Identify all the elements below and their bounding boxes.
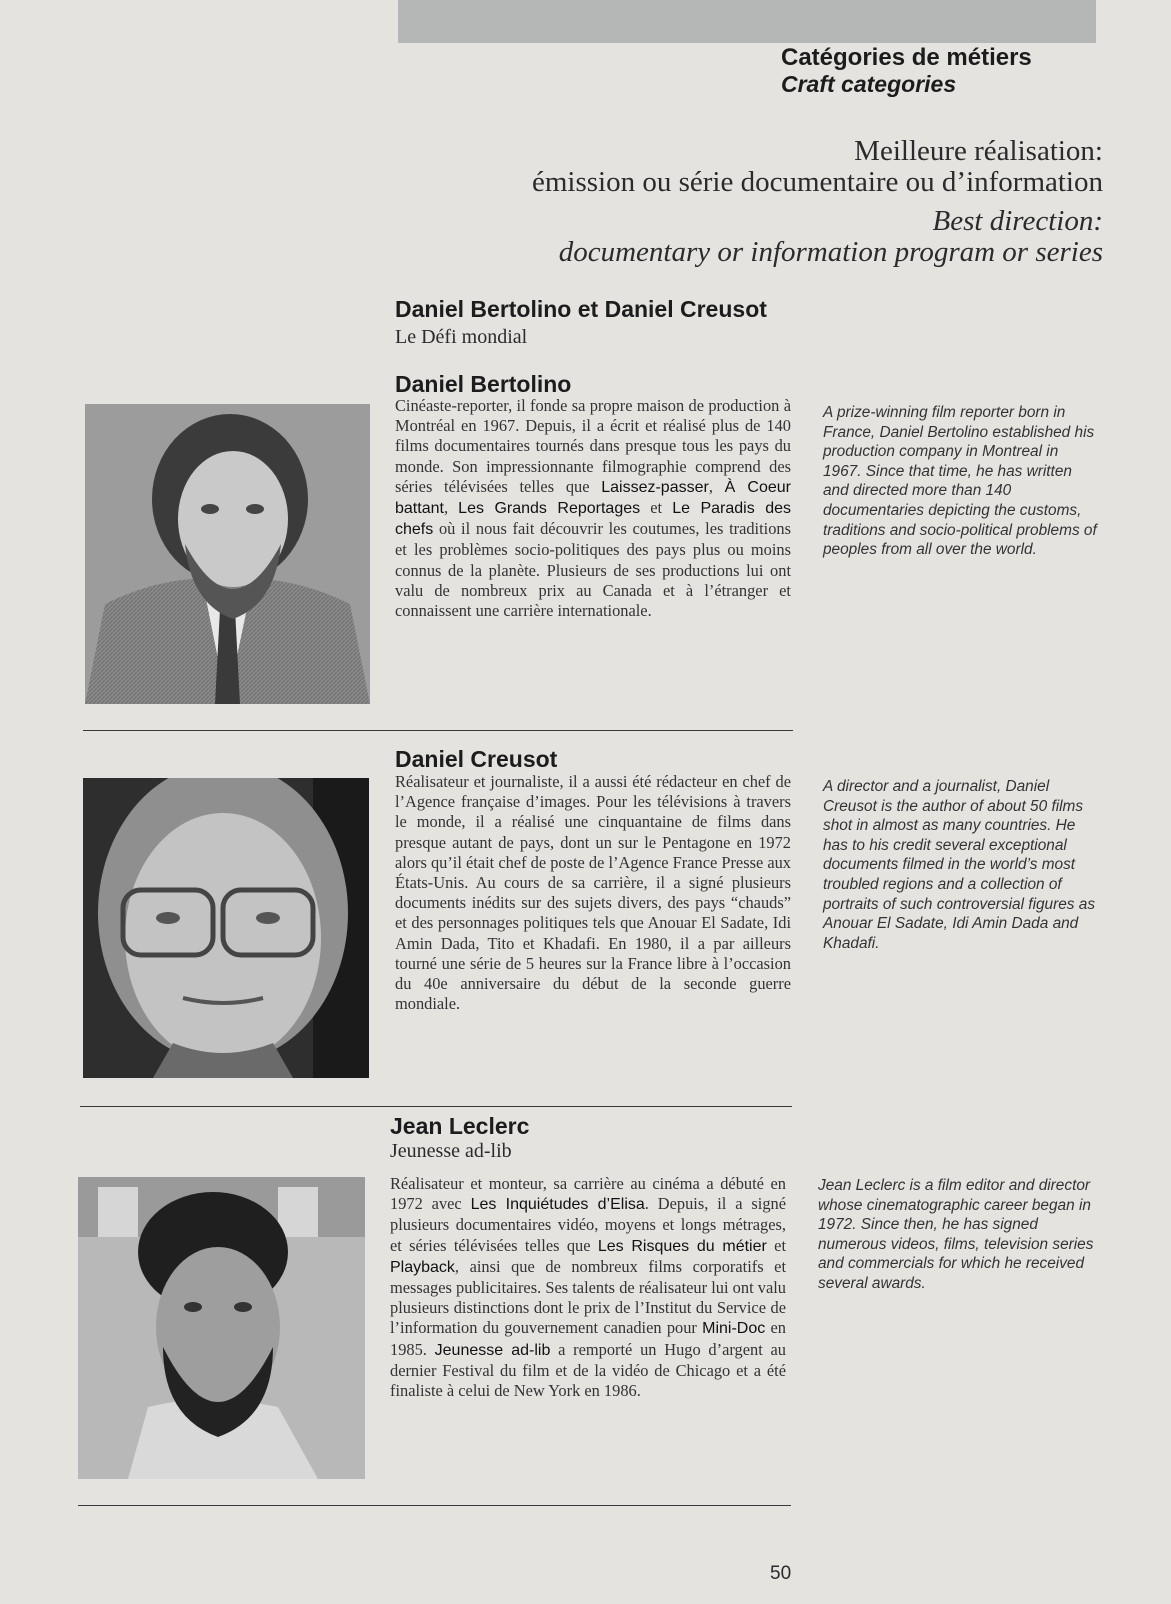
- show-title: Laissez-passer: [601, 478, 709, 496]
- bio-text: Cinéaste-reporter, il fonde sa propre maison de production à Montréal en 1967. Depuis, il a écrit et réalisé plus de 140 films documentaires tournés dans presque tous les pays du monde. Son impressionnante filmographie comprend des séries télévisées telles que: [395, 396, 791, 496]
- category-title-fr: Catégories de métiers: [781, 44, 1032, 71]
- award-title-en-line2: documentary or information program or series: [558, 236, 1103, 268]
- bio-text: en 1985.: [390, 1318, 786, 1359]
- program-title-leclerc: Jeunesse ad-lib: [390, 1140, 512, 1162]
- bio-text: et: [640, 498, 673, 518]
- person-name-creusot: Daniel Creusot: [395, 746, 558, 772]
- work-title: Jeunesse ad-lib: [434, 1341, 551, 1359]
- bio-text: et: [766, 1235, 787, 1255]
- portrait-daniel-bertolino: [85, 404, 370, 704]
- bio-en-leclerc: Jean Leclerc is a film editor and director whose cinematographic career began in 1972. Since then, he has signed numerous videos, films, television series and commercials for which he received several awards.: [818, 1177, 1094, 1292]
- header-bar: [398, 0, 1096, 43]
- bio-en-creusot: A director and a journalist, Daniel Creusot is the author of about 50 films shot in almost as many countries. He has to his credit several exceptional documents filmed in the world’s most troubled regions and a collection of portraits of such controversial figures as Anouar El Sadate, Idi Amin Dada and Khadafi.: [823, 778, 1096, 952]
- bio-text: ,: [708, 476, 725, 496]
- person-name-leclerc: Jean Leclerc: [390, 1113, 530, 1139]
- bio-text: où il nous fait découvrir les coutumes, les traditions et les problèmes socio-politiques des pays plus ou moins connus de la planète. Plusieurs de ses productions lui ont valu de nombreux prix au Canada et à l’étranger et connaissent une carrière internationale.: [395, 519, 791, 621]
- bio-text: Réalisateur et monteur, sa carrière au cinéma a débuté en 1972 avec: [390, 1174, 786, 1214]
- category-title-en: Craft categories: [781, 71, 957, 97]
- work-title: Mini-Doc: [702, 1320, 766, 1338]
- award-title-fr-line1: Meilleure réalisation:: [854, 135, 1103, 167]
- bio-text: , ainsi que de nombreux films corporatifs et messages publicitaires. Ses talents de réalisateur lui ont valu plusieurs distinctions dont le prix de l’Institut du Service de l’information du gouvernement canadien pour: [390, 1256, 786, 1338]
- show-title: Le Paradis des chefs: [395, 500, 791, 539]
- award-title-fr: [532, 136, 1103, 198]
- divider: [83, 730, 793, 731]
- award-title-en: [559, 206, 1103, 268]
- divider: [80, 1106, 792, 1107]
- nominee-names: Daniel Bertolino et Daniel Creusot: [395, 296, 767, 322]
- bio-en-bertolino: A prize-winning film reporter born in France, Daniel Bertolino established his production company in Montreal in 1967. Since that time, he has written and directed more than 140 documentaries depicting the customs, traditions and socio-political problems of peoples from all over the world.: [823, 404, 1097, 559]
- portrait-daniel-creusot: [83, 778, 369, 1078]
- work-title: Les Risques du métier: [597, 1237, 767, 1255]
- bio-text: a remporté un Hugo d’argent au dernier Festival du film et de la vidéo de Chicago et a été finaliste à celui de New York en 1986.: [390, 1339, 786, 1401]
- person-name-bertolino: Daniel Bertolino: [395, 371, 572, 397]
- bio-fr-creusot: Réalisateur et journaliste, il a aussi été rédacteur en chef de l’Agence française d’images. Pour les télévisions à travers le monde, il a réalisé une cinquantaine de films dans presque autant de pays, dont un sur le Pentagone en 1972 alors qu’il était chef de poste de l’Agence France Presse aux États-Unis. Au cours de sa carrière, il a signé plusieurs documents inédits sur des sujets divers, des pays “chauds” et des personnages politiques tels que Anouar El Sadate, Idi Amin Dada, Tito et Khadafi. En 1980, il a par ailleurs tourné une série de 5 heures sur la France libre à l’occasion du 40e anniversaire du début de la seconde guerre mondiale.: [395, 772, 791, 1014]
- show-title: Les Grands Reportages: [458, 500, 641, 518]
- divider: [78, 1505, 791, 1506]
- bio-text: . Depuis, il a signé plusieurs documentaires vidéo, moyens et longs métrages, et séries télévisées telles que: [390, 1194, 786, 1255]
- bio-text: ,: [443, 498, 459, 518]
- bio-fr-leclerc: [390, 1174, 786, 1401]
- show-title: À Coeur battant: [395, 478, 791, 518]
- portrait-jean-leclerc: [78, 1177, 365, 1479]
- award-title-en-line1: Best direction:: [932, 205, 1103, 237]
- bio-fr-bertolino: [395, 396, 791, 621]
- work-title: Playback: [390, 1258, 455, 1276]
- program-title: Le Défi mondial: [395, 326, 528, 348]
- work-title: Les Inquiétudes d’Elisa: [470, 1196, 645, 1214]
- page-number: 50: [770, 1563, 792, 1584]
- award-title-fr-line2: émission ou série documentaire ou d’information: [532, 166, 1103, 198]
